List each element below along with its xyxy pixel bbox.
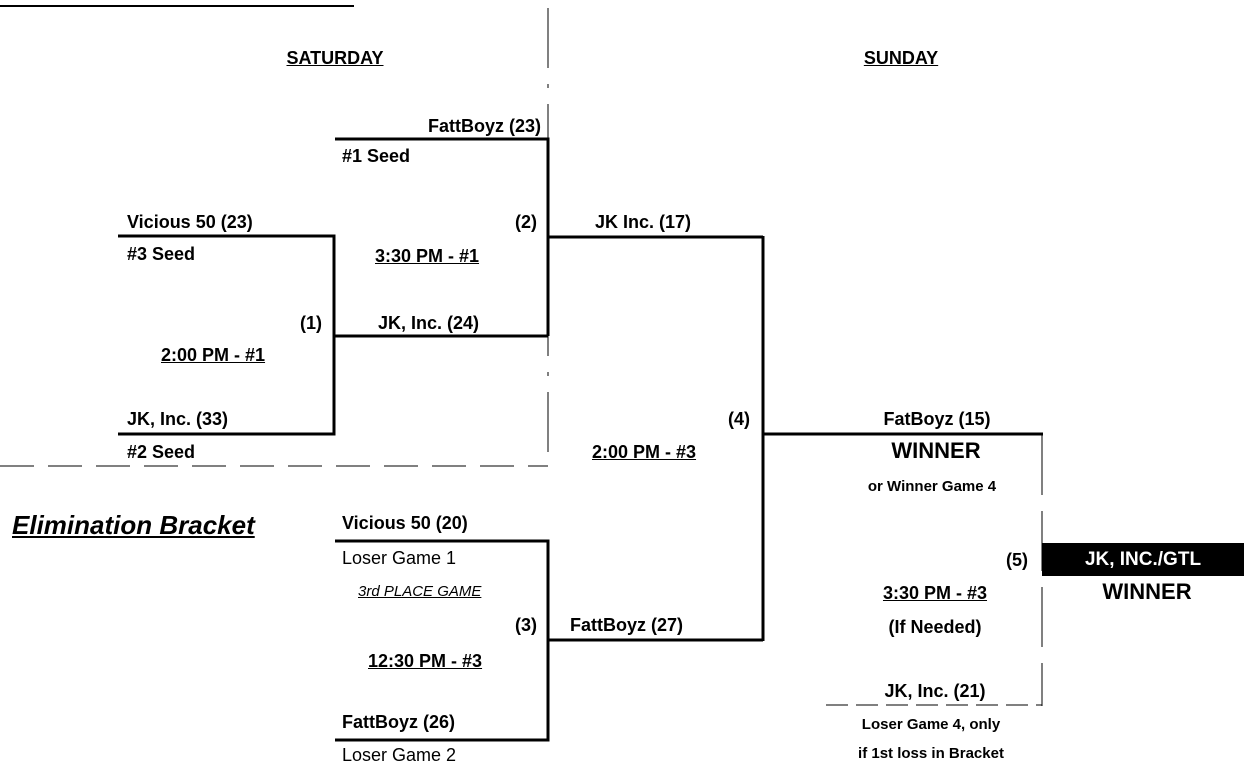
game-1-number: (1)	[300, 313, 322, 333]
game-4-winner: FatBoyz (15)	[883, 409, 991, 429]
game-4-winner-label: WINNER	[891, 438, 981, 463]
game-1-bottom-seed: #2 Seed	[127, 442, 196, 462]
game-1-top-seed: #3 Seed	[127, 244, 196, 264]
game-3-bracket	[335, 541, 548, 740]
game-5-bottom-note-2: if 1st loss in Bracket	[858, 745, 1004, 762]
game-1-bracket	[118, 236, 334, 434]
game-2-top-team: FattBoyz (23)	[427, 116, 541, 136]
game-5-note: (If Needed)	[888, 617, 982, 637]
champion-name: JK, INC./GTL	[1084, 549, 1202, 570]
game-2-winner: JK Inc. (17)	[595, 212, 692, 232]
game-3-time: 12:30 PM - #3	[368, 651, 483, 671]
game-5-time: 3:30 PM - #3	[882, 583, 988, 603]
game-5-bottom-note-1: Loser Game 4, only	[861, 716, 1001, 733]
game-3-top-team: Vicious 50 (20)	[342, 513, 468, 533]
game-3-top-source: Loser Game 1	[342, 548, 457, 568]
game-3-winner: FattBoyz (27)	[570, 615, 684, 635]
game-3-bottom-team: FattBoyz (26)	[342, 712, 456, 732]
game-4-winner-note: or Winner Game 4	[867, 478, 997, 495]
game-3-bottom-source: Loser Game 2	[342, 745, 457, 765]
game-2-top-seed: #1 Seed	[342, 146, 411, 166]
champion-label: WINNER	[1102, 579, 1192, 604]
game-2-number: (2)	[515, 212, 537, 232]
saturday-header: SATURDAY	[286, 48, 384, 68]
game-1-top-team: Vicious 50 (23)	[127, 212, 253, 232]
game-4-time: 2:00 PM - #3	[592, 442, 697, 462]
game-2-time: 3:30 PM - #1	[375, 246, 480, 266]
game-5-bottom-team: JK, Inc. (21)	[884, 681, 986, 701]
game-1-bottom-team: JK, Inc. (33)	[127, 409, 229, 429]
game-2-bracket	[335, 139, 548, 336]
game-4-number: (4)	[728, 409, 750, 429]
game-3-label: 3rd PLACE GAME	[358, 583, 482, 600]
game-5-number: (5)	[1006, 550, 1028, 570]
elimination-bracket-title: Elimination Bracket	[12, 510, 255, 540]
game-1-winner: JK, Inc. (24)	[378, 313, 480, 333]
sunday-header: SUNDAY	[863, 48, 939, 68]
game-3-number: (3)	[515, 615, 537, 635]
game-1-time: 2:00 PM - #1	[161, 345, 266, 365]
